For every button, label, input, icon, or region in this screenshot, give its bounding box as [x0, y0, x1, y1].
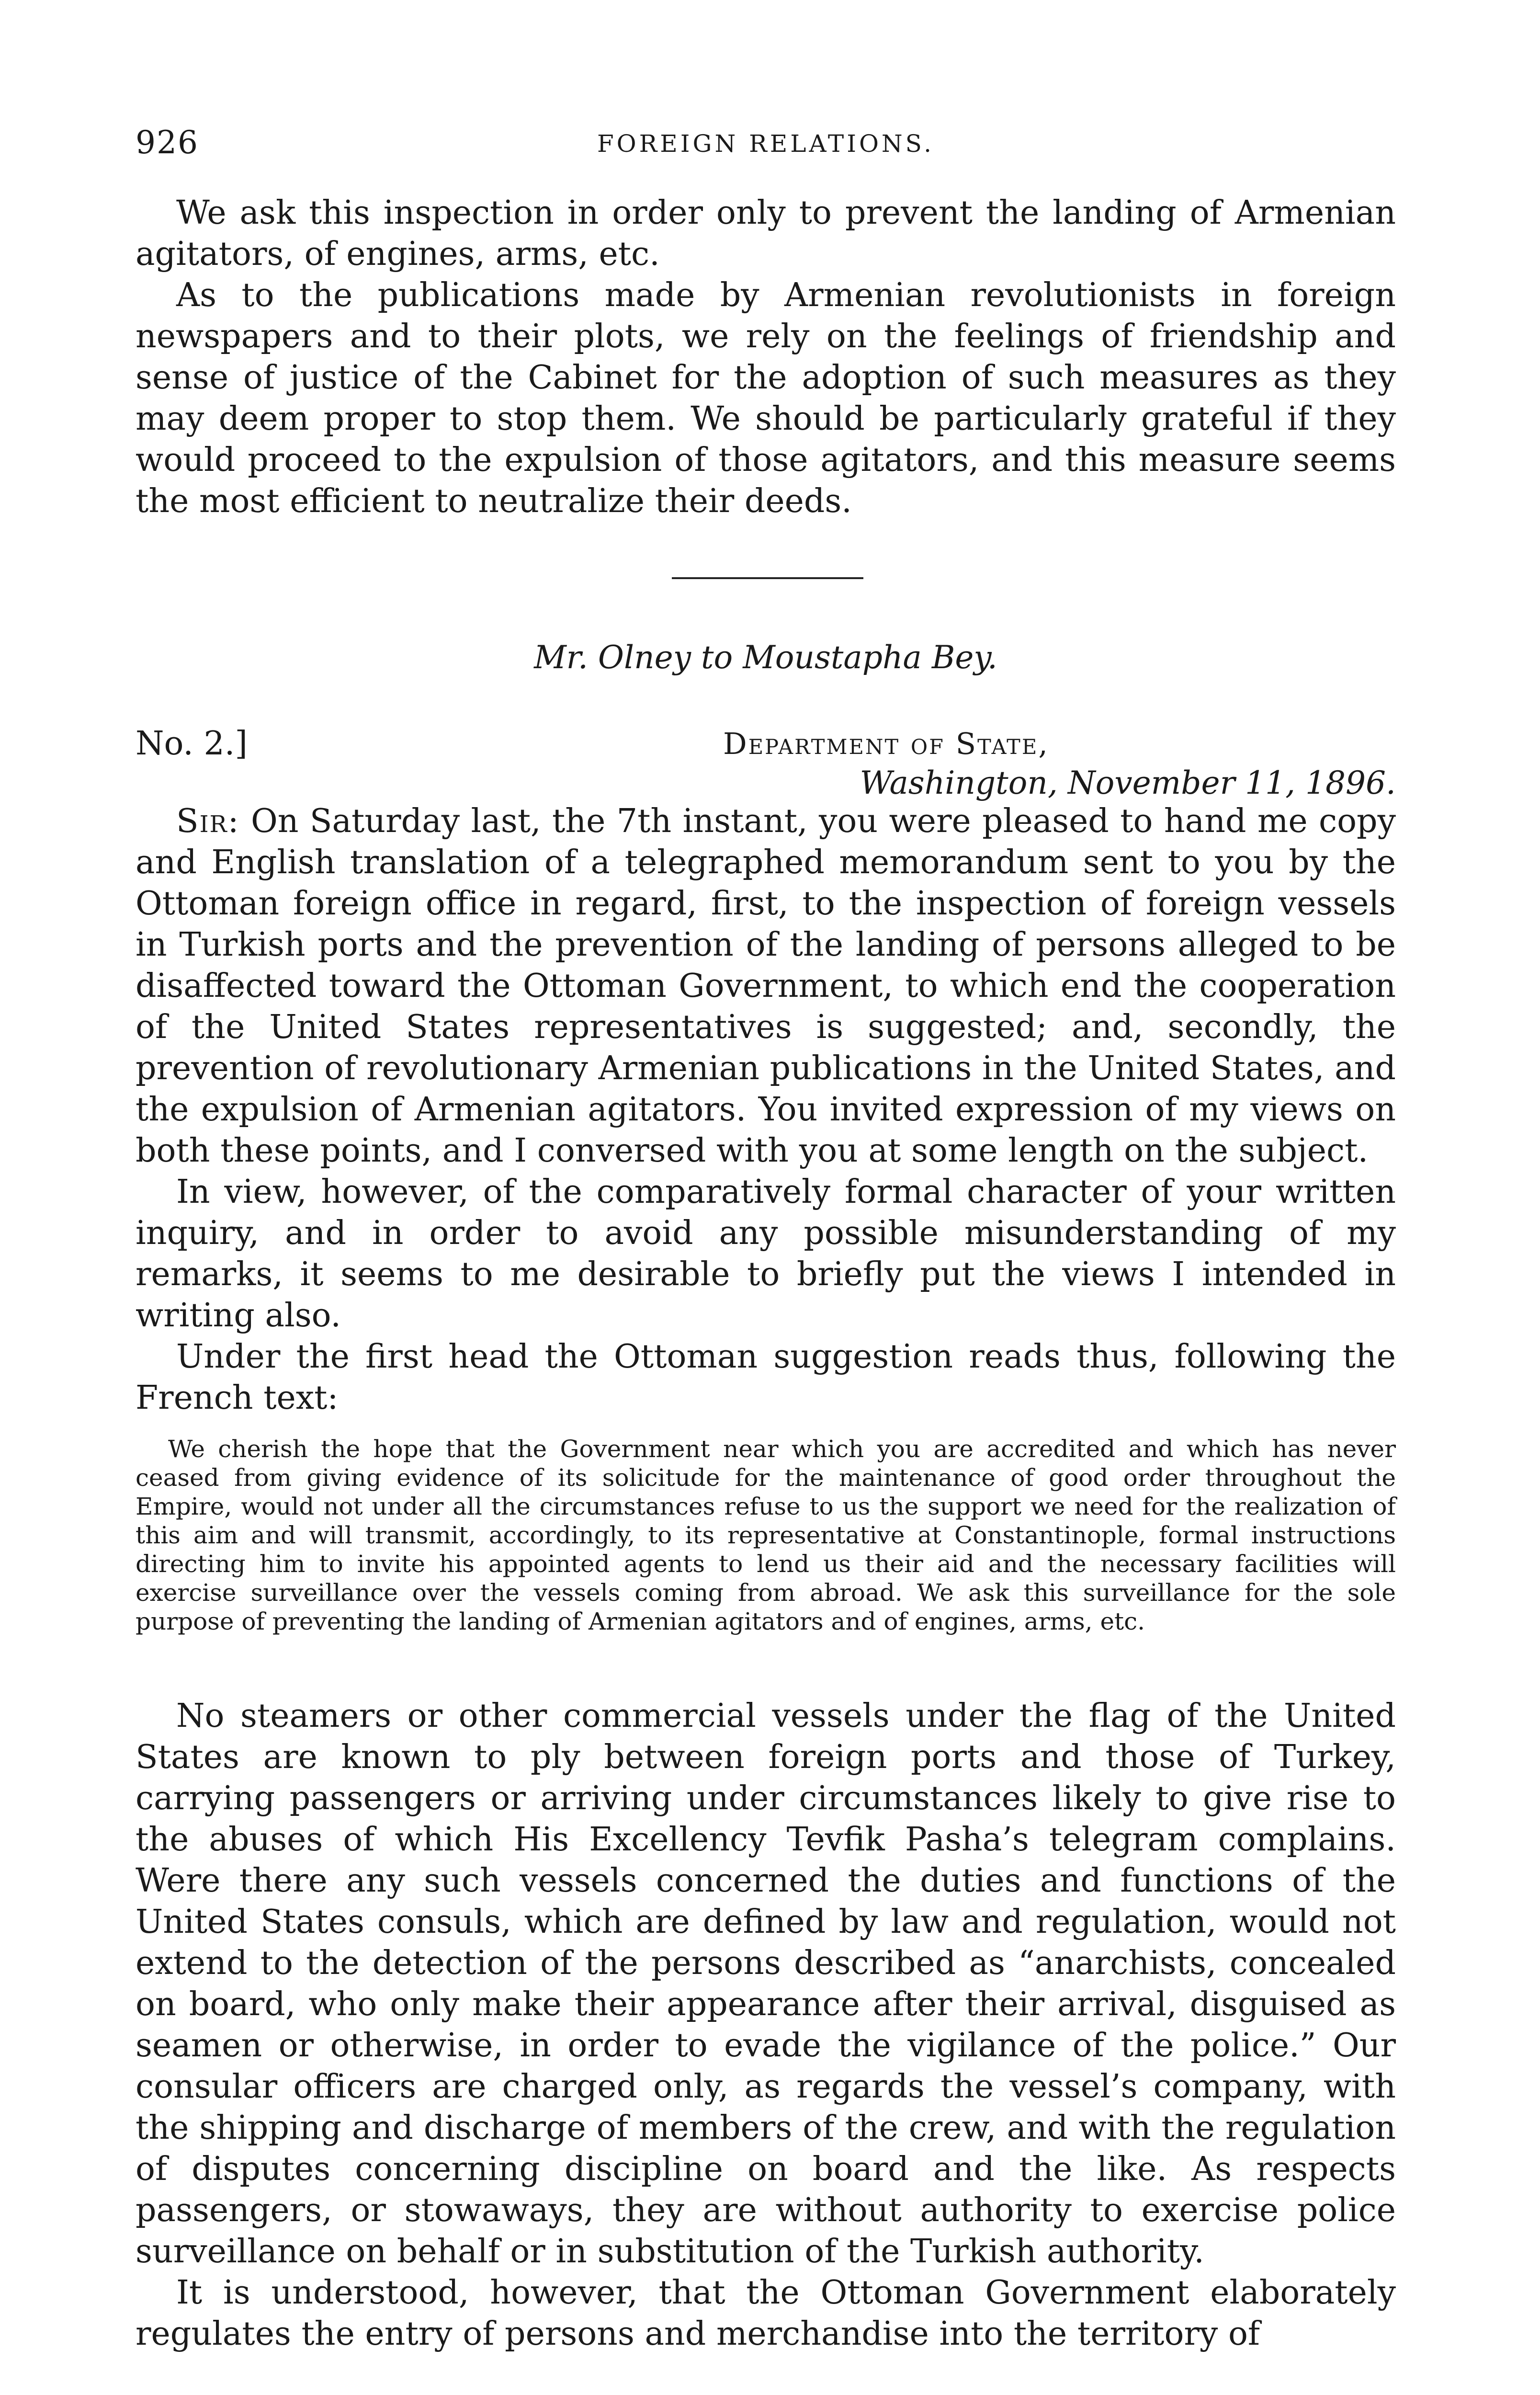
dispatch-number: No. 2.] — [136, 725, 248, 763]
letter-paragraph-5: It is understood, however, that the Ottoman Government elaborately regulates the entry of persons and merchandise into the territory of — [136, 2274, 1396, 2353]
letter-heading: Mr. Olney to Moustapha Bey. — [534, 639, 997, 676]
block-quote — [136, 1435, 1396, 1636]
intro-paragraph-2: As to the publications made by Armenian revolutionists in foreign newspapers and to their plots, we rely on the feelings of friendship and sense of justice of the Cabinet for the adoption of such measures as they may deem proper to stop them. We should be particularly grateful if they would proceed to the expulsion of those agitators, and this measure seems the most efficient to neutralize their deeds. — [136, 276, 1396, 520]
page-header — [136, 124, 1396, 162]
department-line: Department of State, — [723, 726, 1049, 761]
letter-paragraph-4: No steamers or other commercial vessels under the flag of the United States are known to ply between foreign ports and those of Turkey, carrying passengers or arriving under circumstances likely to give rise to the abuses of which His Excellency Tevfik Pasha’s telegram complains. Were there any such vessels concerned the duties and functions of the United States consuls, which are defined by law and regulation, would not extend to the detection of the persons described as “anarchists, concealed on board, who only make their appearance after their arrival, disguised as seamen or otherwise, in order to evade the vigilance of the police.” Our consular officers are charged only, as regards the vessel’s company, with the shipping and discharge of members of the crew, and with the regulation of disputes concerning discipline on board and the like. As respects passengers, or stowaways, they are without authority to exercise police surveillance on behalf or in substitution of the Turkish authority. — [136, 1697, 1396, 2270]
letter-paragraph-3: Under the first head the Ottoman suggestion reads thus, following the French text: — [136, 1338, 1396, 1417]
salutation: Sir: — [176, 802, 240, 840]
section-divider — [672, 577, 863, 579]
running-head: FOREIGN RELATIONS. — [597, 130, 935, 158]
block-quote-text: We cherish the hope that the Government near which you are accredited and which has never ceased from giving evidence of its solicitude for the maintenance of good order throughout the Empire, would not under all the circumstances refuse to us the support we need for the realization of this aim and will transmit, accordingly, to its representative at Constantinople, formal instructions directing him to invite his appointed agents to lend us their aid and the necessary facilities will exercise surveillance over the vessels coming from abroad. We ask this surveillance for the sole purpose of preventing the landing of Armenian agitators and of engines, arms, etc. — [136, 1435, 1396, 1635]
letter-body-upper — [136, 801, 1396, 1419]
page-number: 926 — [136, 124, 199, 161]
letter-paragraph-1 — [136, 801, 1396, 1172]
letter-paragraph-1-text: On Saturday last, the 7th instant, you were pleased to hand me copy and English translation of a telegraphed memorandum sent to you by the Ottoman foreign office in regard, first, to the inspection of foreign vessels in Turkish ports and the prevention of the landing of persons alleged to be disaffected toward the Ottoman Government, to which end the cooperation of the United States representatives is suggested; and, secondly, the prevention of revolutionary Armenian publications in the United States, and the expulsion of Armenian agitators. You invited expression of my views on both these points, and I conversed with you at some length on the subject. — [136, 802, 1396, 1170]
intro-paragraph-1: We ask this inspection in order only to prevent the landing of Armenian agitators, of engines, arms, etc. — [136, 194, 1396, 273]
letter-paragraph-2: In view, however, of the comparatively formal character of your written inquiry, and in order to avoid any possible misunderstanding of my remarks, it seems to me desirable to briefly put the views I intended in writing also. — [136, 1173, 1396, 1334]
letter-body-lower — [136, 1696, 1396, 2355]
dateline: Washington, November 11, 1896. — [860, 764, 1396, 801]
intro-text — [136, 193, 1396, 522]
